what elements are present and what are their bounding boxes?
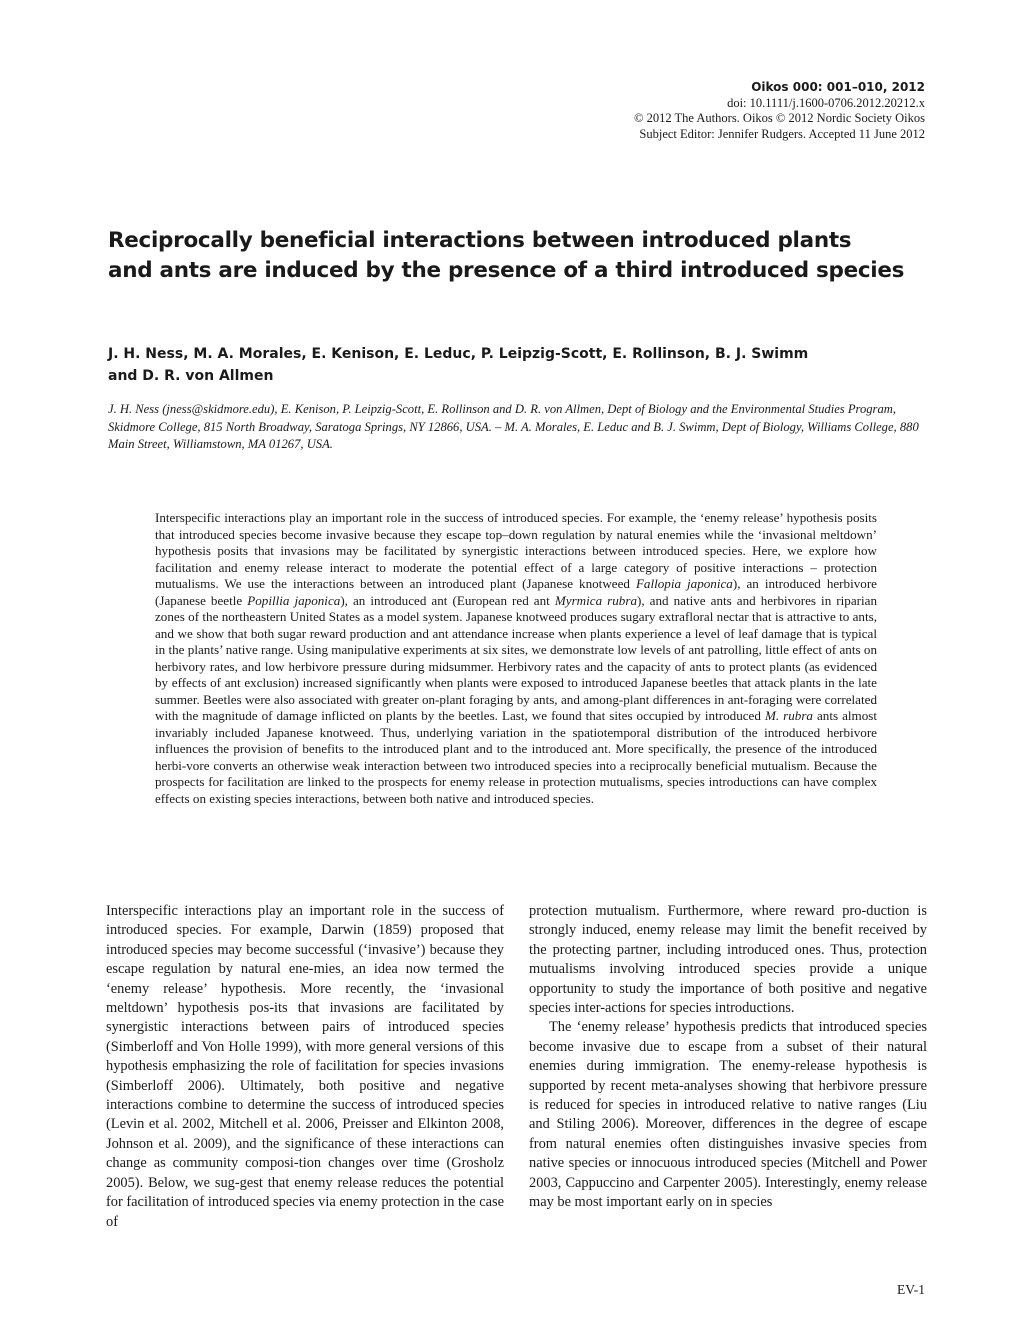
abstract-text-5: ants almost invariably included Japanese knotweed. Thus, underlying variation in the spatiotemporal distribution of the introduced herbivore influences the provision of benefits to the introduced plant and to the introduced ant. More specifically, the presence of the introduced herbi-vore converts an otherwise weak interaction between two introduced species into a reciprocally beneficial mutualism. Because the prospects for facilitation are linked to the prospects for enemy release in protection mutualisms, species introductions can have complex effects on existing species interactions, between both native and introduced species. — [155, 708, 877, 806]
body-column-right — [529, 902, 927, 1213]
affiliations: J. H. Ness (jness@skidmore.edu), E. Kenison, P. Leipzig-Scott, E. Rollinson and D. R. von Allmen, Dept of Biology and the Environmental Studies Program, Skidmore College, 815 North Broadway, Saratoga Springs, NY 12866, USA. – M. A. Morales, E. Leduc and B. J. Swimm, Dept of Biology, Williams College, 880 Main Street, Williamstown, MA 01267, USA. — [108, 402, 919, 451]
species-name: Fallopia japonica — [635, 576, 733, 591]
abstract-text-4: ), and native ants and herbivores in riparian zones of the northeastern United States as a model system. Japanese knotweed produces sugary extrafloral nectar that is attractive to ants, and we show that both sugar reward production and ant attendance increase when plants experience a level of leaf damage that is typical in the plants’ native range. Using manipulative experiments at six sites, we demonstrate low levels of ant patrolling, little effect of ants on herbivory rates, and low herbivore pressure during midsummer. Herbivory rates and the capacity of ants to protect plants (as evidenced by effects of ant exclusion) increased significantly when plants were exposed to introduced Japanese beetles that attack plants in the late summer. Beetles were also associated with greater on-plant foraging by ants, and among-plant differences in ant-foraging were correlated with the magnitude of damage inflicted on plants by the beetles. Last, we found that sites occupied by introduced — [155, 592, 877, 723]
article-title — [108, 226, 938, 286]
copyright: © 2012 The Authors. Oikos © 2012 Nordic Society Oikos — [634, 111, 925, 125]
subject-editor: Subject Editor: Jennifer Rudgers. Accepted 11 June 2012 — [639, 126, 925, 141]
body-paragraph: Interspecific interactions play an important role in the success of introduced species. For example, Darwin (1859) proposed that introduced species may become successful (‘invasive’) because they escape regulation by natural ene-mies, an idea now termed the ‘enemy release’ hypothesis. More recently, the ‘invasional meltdown’ hypothesis pos-its that invasions are facilitated by synergistic interactions between pairs of introduced species (Simberloff and Von Holle 1999), with more general versions of this hypothesis emphasizing the role of facilitation for species invasions (Simberloff 2006). Ultimately, both positive and negative interactions combine to determine the success of introduced species (Levin et al. 2002, Mitchell et al. 2006, Preisser and Elkinton 2008, Johnson et al. 2009), and the significance of these interactions can change as community composi-tion changes over time (Grosholz 2005). Below, we sug-gest that enemy release reduces the potential for facilitation of introduced species via enemy protection in the case of — [106, 903, 504, 1230]
article-metadata — [405, 80, 925, 142]
body-paragraph: protection mutualism. Furthermore, where reward pro-duction is strongly induced, enemy release may limit the benefit received by the protecting partner, including introduced ones. Thus, protection mutualisms involving introduced species provide a unique opportunity to study the importance of both positive and negative species inter-actions for species introductions. — [529, 903, 927, 1017]
authors-line-2: and D. R. von Allmen — [108, 368, 274, 384]
title-line-2: and ants are induced by the presence of a third introduced species — [108, 258, 905, 283]
species-name: M. rubra — [764, 708, 813, 723]
abstract-text-1: Interspecific interactions play an important role in the success of introduced species. For example, the ‘enemy release’ hypothesis posits that introduced species become invasive because they escape top–down regulation by natural enemies while the ‘invasional meltdown’ hypothesis posits that invasions may be facilitated by synergistic interactions between introduced species. Here, we explore how facilitation and enemy release interact to moderate the potential effect of a large category of positive interactions – protection mutualisms. We use the interactions between an introduced plant (Japanese knotweed — [155, 510, 877, 591]
doi[interactable]: doi: 10.1111/j.1600-0706.2012.20212.x — [727, 95, 925, 110]
page-number: EV-1 — [896, 1282, 925, 1297]
journal-citation: Oikos 000: 001–010, 2012 — [751, 80, 925, 94]
author-list — [108, 343, 938, 387]
abstract-text-3: ), an introduced ant (European red ant — [340, 592, 555, 608]
species-name: Popillia japonica — [247, 592, 341, 608]
species-name: Myrmica rubra — [554, 592, 637, 608]
body-paragraph: The ‘enemy release’ hypothesis predicts that introduced species become invasive due to escape from a subset of their natural enemies during immigration. The enemy-release hypothesis is supported by recent meta-analyses showing that herbivore pressure is reduced for species in introduced relative to native ranges (Liu and Stiling 2006). Moreover, differences in the degree of escape from natural enemies often distinguishes invasive species from native species or innocuous introduced species (Mitchell and Power 2003, Cappuccino and Carpenter 2005). Interestingly, enemy release may be most important early on in species — [529, 1019, 927, 1211]
authors-line-1: J. H. Ness, M. A. Morales, E. Kenison, E. Leduc, P. Leipzig-Scott, E. Rollinson, B. J. Swimm — [108, 346, 809, 362]
abstract-text-2: ), an introduced herbivore (Japanese beetle — [155, 576, 877, 608]
abstract — [155, 510, 877, 807]
body-column-left — [106, 902, 504, 1232]
title-line-1: Reciprocally beneficial interactions between introduced plants — [108, 228, 852, 253]
